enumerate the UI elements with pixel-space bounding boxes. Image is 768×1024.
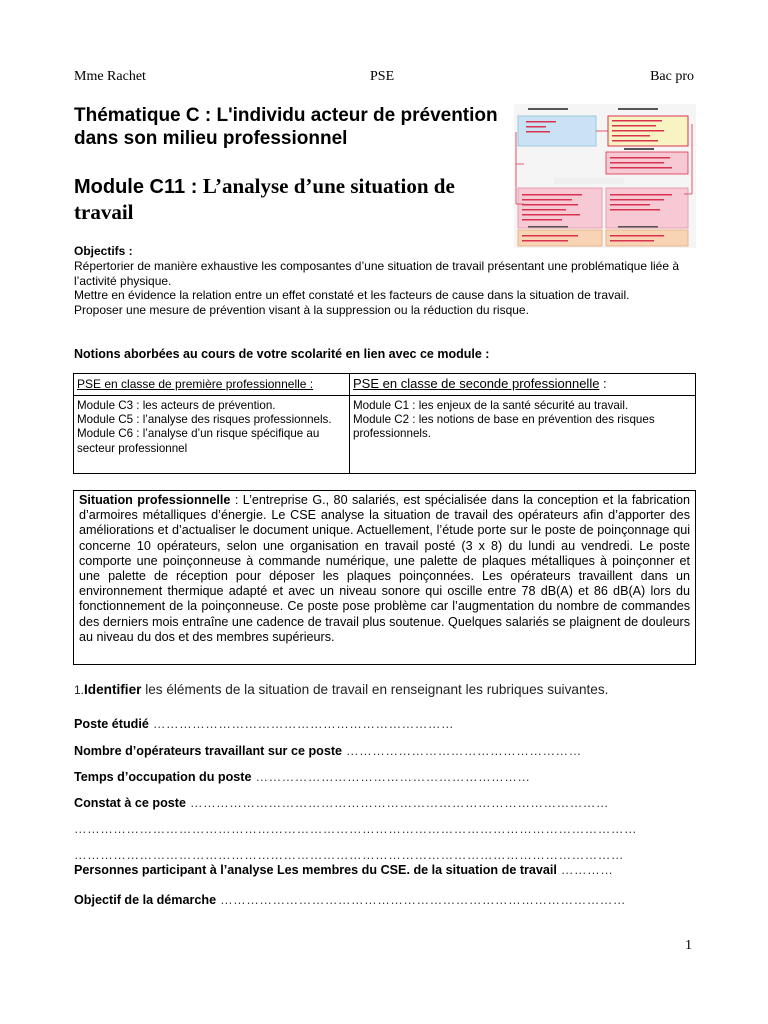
objectifs-list xyxy=(74,259,694,318)
field-objectif-demarche[interactable]: Objectif de la démarche ………………………………………………………………………………… xyxy=(74,893,626,907)
thematique-title: Thématique C : L'individu acteur de prévention dans son milieu professionnel xyxy=(74,105,498,149)
notions-first-header: PSE en classe de première professionnelle : xyxy=(74,374,349,396)
notions-second-column xyxy=(350,374,695,473)
field-temps-occupation[interactable]: Temps d’occupation du poste ……………………………………………………… xyxy=(74,770,531,784)
header-right: Bac pro xyxy=(650,69,694,84)
notions-table xyxy=(73,373,696,474)
page-number: 1 xyxy=(685,938,692,953)
module-title xyxy=(74,174,514,226)
question-text: les éléments de la situation de travail en renseignant les rubriques suivantes. xyxy=(141,682,609,697)
objectif-item: Mettre en évidence la relation entre un effet constaté et les facteurs de cause dans la situation de travail. xyxy=(74,288,630,303)
notions-second-header: PSE en classe de seconde professionnelle : xyxy=(350,374,695,396)
notion-item: Module C2 : les notions de base en prévention des risques professionnels. xyxy=(353,413,655,441)
field-constat-line-3[interactable]: ……………………………………………………………………………………………………………… xyxy=(74,848,624,862)
question-1 xyxy=(74,682,608,697)
field-poste-etudie[interactable]: Poste étudié …………………………………………………………… xyxy=(74,717,455,731)
header-left: Mme Rachet xyxy=(74,69,146,84)
objectifs-heading: Objectifs : xyxy=(74,244,133,258)
situation-label: Situation professionnelle xyxy=(79,493,231,507)
header-center: PSE xyxy=(370,69,395,84)
notion-item: Module C6 : l’analyse d’un risque spécifique au secteur professionnel xyxy=(77,427,320,455)
module-prefix: Module C11 : xyxy=(74,176,203,198)
notion-item: Module C1 : les enjeux de la santé sécurité au travail. xyxy=(353,399,629,412)
question-verb: Identifier xyxy=(84,682,142,697)
notions-first-column xyxy=(74,374,350,473)
field-constat-line-2[interactable]: ………………………………………………………………………………………………………………… xyxy=(74,822,638,836)
field-constat[interactable]: Constat à ce poste …………………………………………………………………………………… xyxy=(74,796,609,810)
situation-text: : L’entreprise G., 80 salariés, est spécialisée dans la conception et la fabrication d’armoires métalliques d’énergie. Le CSE analyse la situation de travail des opérateurs afin d’apporter des améliorations et d’actualiser le document unique. Actuellement, l’étude porte sur le poste de poinçonnage qui concerne 10 opérateurs, selon une organisation en travail posté (3 x 8) du lundi au vendredi. Le poste comporte une poinçonneuse à commande numérique, une palette de plaques métalliques à poinçonner et une palette de réception pour déposer les plaques poinçonnées. Les opérateurs travaillent dans un environnement thermique adapté et avec un niveau sonore qui oscille entre 78 dB(A) et 86 dB(A) lors du fonctionnement de la poinçonneuse. Ce poste pose problème car l’augmentation du nombre de commandes des derniers mois entraîne une cadence de travail plus soutenue. Quelques salariés se plaignent de douleurs au niveau du dos et des membres supérieurs. xyxy=(79,493,690,644)
notion-item: Module C3 : les acteurs de prévention. xyxy=(77,399,276,412)
situation-box xyxy=(73,490,696,665)
notions-title: Notions aborbées au cours de votre scolarité en lien avec ce module : xyxy=(74,347,490,361)
objectif-item: Proposer une mesure de prévention visant à la suppression ou la réduction du risque. xyxy=(74,303,529,318)
objectif-item: Répertorier de manière exhaustive les composantes d’une situation de travail présentant une problématique liée à l’activité physique. xyxy=(74,259,680,288)
diagram-drawing xyxy=(514,104,696,248)
notion-item: Module C5 : l’analyse des risques professionnels. xyxy=(77,413,332,427)
situation-diagram-image xyxy=(514,104,696,248)
question-number: 1. xyxy=(74,683,85,697)
field-personnes-participant[interactable]: Personnes participant à l’analyse Les membres du CSE. de la situation de travail ………… xyxy=(74,863,614,877)
field-nombre-operateurs[interactable]: Nombre d’opérateurs travaillant sur ce poste ……………………………………………… xyxy=(74,744,582,758)
module-name: L’analyse d’une situation de travail xyxy=(74,174,455,224)
